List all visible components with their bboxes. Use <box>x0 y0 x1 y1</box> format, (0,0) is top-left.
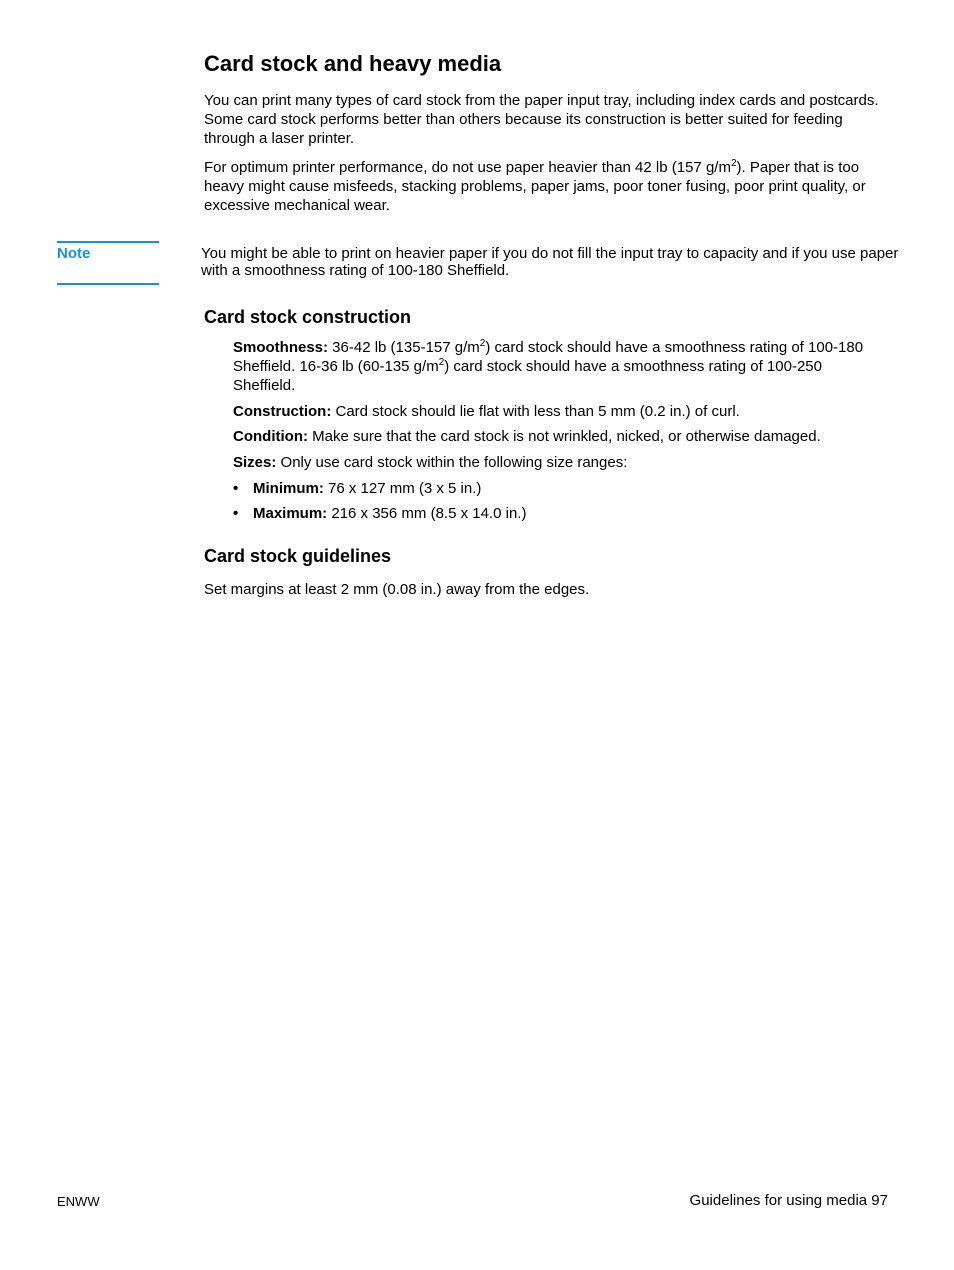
intro-paragraph-1: You can print many types of card stock from the paper input tray, including index cards and postcards. Some card stock performs better than others because its construction is better suited for feeding through a laser printer. <box>204 92 879 147</box>
superscript: 2 <box>730 158 737 169</box>
superscript: 2 <box>479 338 486 349</box>
bullet-content <box>253 504 526 523</box>
sizes-paragraph <box>233 453 893 472</box>
page-title: Card stock and heavy media <box>204 51 502 76</box>
footer-left: ENWW <box>57 1194 100 1209</box>
condition-label: Condition: <box>233 428 308 445</box>
bullet-content <box>253 479 481 498</box>
intro-p2-end: ). Paper that is too heavy might cause misfeeds, stacking problems, paper jams, poor toner fusing, poor print quality, or excessive mechanical wear. <box>204 159 866 214</box>
sizes-label: Sizes: <box>233 454 277 471</box>
smoothness-text-a: 36-42 lb (135-157 g/m <box>328 339 480 356</box>
smoothness-text-b: ) card stock should have a smoothness rating of 100-180 Sheffield. 16-36 lb (60-135 g/m <box>233 339 864 375</box>
footer-page-label: Guidelines for using media 97 <box>689 1192 888 1209</box>
note-bottom-rule <box>57 283 159 285</box>
guidelines-text: Set margins at least 2 mm (0.08 in.) away from the edges. <box>204 581 590 598</box>
bullet-text: 76 x 127 mm (3 x 5 in.) <box>323 480 482 497</box>
list-item <box>233 479 481 498</box>
note-text: You might be able to print on heavier paper if you do not fill the input tray to capacity and if you use paper with a smoothness rating of 100-180 Sheffield. <box>201 245 899 279</box>
construction-paragraph <box>233 402 893 421</box>
section-heading-guidelines: Card stock guidelines <box>204 546 392 566</box>
note-label: Note <box>57 245 91 262</box>
bullet-text: 216 x 356 mm (8.5 x 14.0 in.) <box>327 505 527 522</box>
note-top-rule <box>57 241 159 243</box>
condition-text: Make sure that the card stock is not wrinkled, nicked, or otherwise damaged. <box>307 428 821 445</box>
bullet-icon: • <box>233 505 239 522</box>
condition-paragraph <box>233 427 913 446</box>
smoothness-text-c: ) card stock should have a smoothness rating of 100-250 Sheffield. <box>233 358 822 394</box>
superscript: 2 <box>438 357 445 368</box>
bullet-label: Maximum: <box>253 505 328 522</box>
construction-text: Card stock should lie flat with less than 5 mm (0.2 in.) of curl. <box>331 403 740 420</box>
smoothness-paragraph <box>233 338 883 395</box>
bullet-icon: • <box>233 480 239 497</box>
list-item <box>233 504 526 523</box>
bullet-label: Minimum: <box>253 480 324 497</box>
section-heading-construction: Card stock construction <box>204 307 412 327</box>
intro-p2-start: For optimum printer performance, do not use paper heavier than 42 lb (157 g/m <box>204 159 731 176</box>
smoothness-label: Smoothness: <box>233 339 329 356</box>
sizes-text: Only use card stock within the following size ranges: <box>276 454 628 471</box>
construction-label: Construction: <box>233 403 332 420</box>
intro-paragraph-2 <box>204 158 894 215</box>
